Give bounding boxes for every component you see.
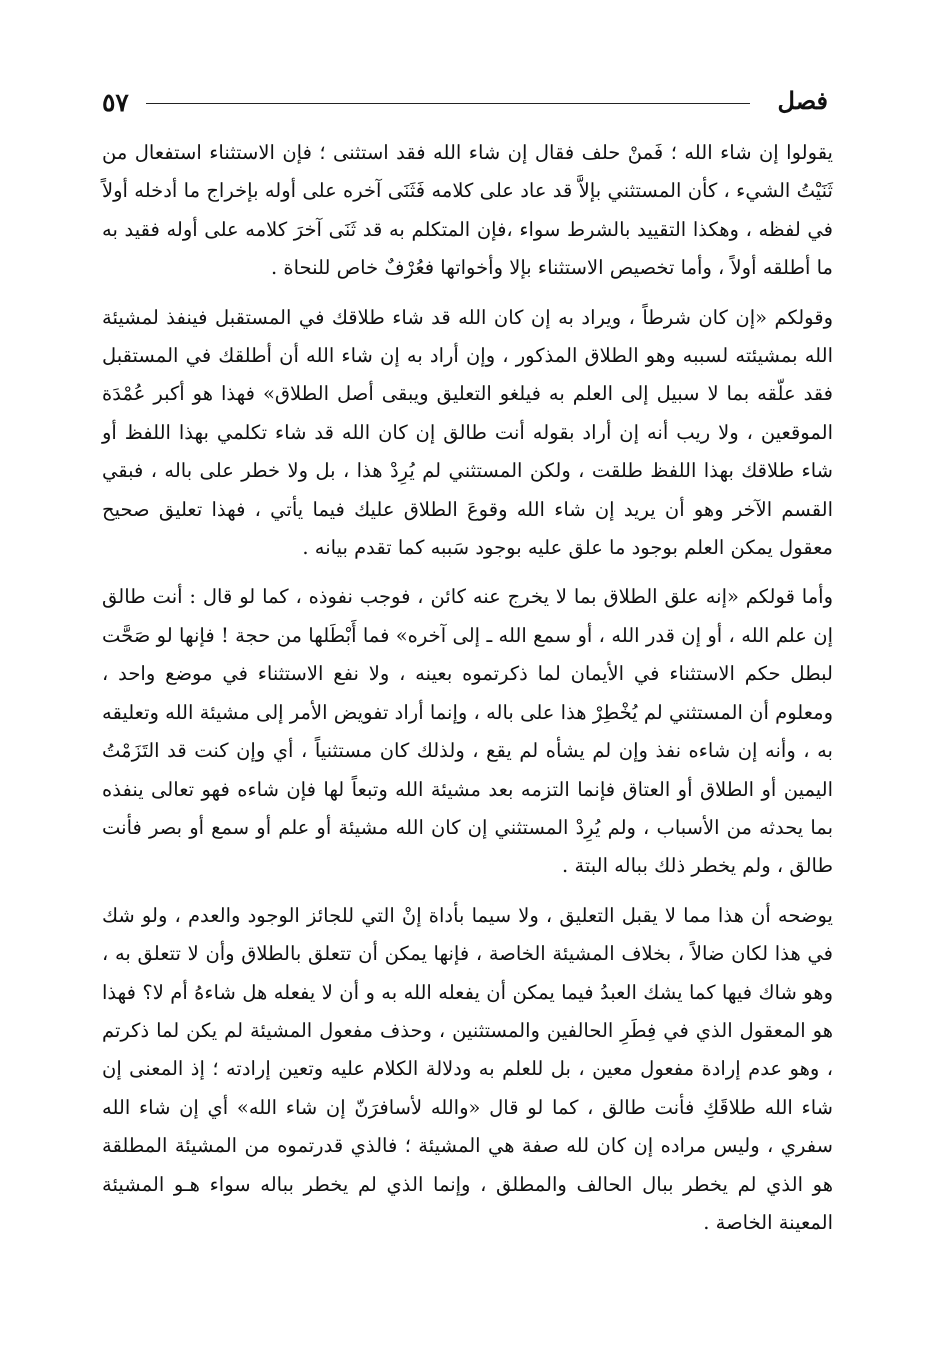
paragraph-2: وقولكم «إن كان شرطاً ، ويراد به إن كان الله قد شاء طلاقك في المستقبل فينفذ لمشيئة الله بمشيئته لسببه وهو الطلاق المذكور ، وإن أراد به إن شاء الله أن أطلقك في المستقبل فقد علّقه بما لا سبيل إلى العلم به فيلغو التعليق ويبقى أصل الطلاق» فهذا هو أكبر عُمْدَة الموقعين ، ولا ريب أنه إن أراد بقوله أنت طالق إن كان الله قد شاء تكلمي بهذا اللفظ أو شاء طلاقك بهذا اللفظ طلقت ، ولكن المستثني لم يُرِدْ هذا ، بل ولا خطر على باله ، فبقي القسم الآخر وهو أن يريد إن شاء الله وقوعَ الطلاق عليك فيما يأتي ، فهذا تعليق صحيح معقول يمكن العلم بوجود ما علق عليه بوجود سَببه كما تقدم بيانه . bbox=[102, 305, 833, 560]
paragraph-4: يوضحه أن هذا مما لا يقبل التعليق ، ولا سيما بأداة إنْ التي للجائز الوجود والعدم ، ولو شك في هذا لكان ضالاً ، بخلاف المشيئة الخاصة ، فإنها يمكن أن تتعلق بالطلاق وأن لا تتعلق به ، وهو شاك فيها كما يشك العبدُ فيما يمكن أن يفعله الله به و أن لا يفعله هل شاءهُ أم لا؟ فهذا هو المعقول الذي في فِطَرِ الحالفين والمستثنين ، وحذف مفعول المشيئة لم يكن لما ذكرتم ، وهو عدم إرادة مفعول معين ، بل للعلم به ودلالة الكلام عليه وتعين إرادته ؛ إذ المعنى إن شاء الله طلاقَكِ فأنت طالق ، كما لو قال «والله لأسافرَنّ إن شاء الله» أي إن شاء الله سفري ، وليس مراده إن كان لله صفة هي المشيئة ؛ فالذي قدرتموه من المشيئة المطلقة هو الذي لم يخطر ببال الحالف والمطلق ، وإنما الذي لم يخطر بباله سواء هـو المشيئة المعينة الخاصة . bbox=[102, 903, 833, 1234]
paragraph-3: وأما قولكم «إنه علق الطلاق بما لا يخرج عنه كائن ، فوجب نفوذه ، كما لو قال : أنت طالق إن علم الله ، أو إن قدر الله ، أو سمع الله ـ إلى آخره» فما أَبْطَلها من حجة ! فإنها لو صَحَّت لبطل حكم الاستثناء في الأيمان لما ذكرتموه بعينه ، ولا نفع الاستثناء في موضع واحد ، ومعلوم أن المستثني لم يُخْطِرْ هذا على باله ، وإنما أراد تفويض الأمر إلى مشيئة الله وتعليقه به ، وأنه إن شاءه نفذ وإن لم يشأه لم يقع ، ولذلك كان مستثنياً ، أي وإن كنت قد التَزَمْتُ اليمين أو الطلاق أو العتاق فإنما التزمه بعد مشيئة الله وتبعاً لها فإن شاءه فهو تعالى ينفذه بما يحدثه من الأسباب ، ولم يُرِدْ المستثني إن كان الله مشيئة أو علم أو سمع أو بصر فأنت طالق ، ولم يخطر ذلك بباله البتة . bbox=[102, 585, 833, 878]
paragraph-1: يقولوا إن شاء الله ؛ فَمنْ حلف فقال إن شاء الله فقد استثنى ؛ فإن الاستثناء استفعال من ثَنَيْتُ الشيء ، كأن المستثني بإلاَّ قد عاد على كلامه فَثَنَى آخره على أوله بإخراج ما أدخله أولاً في لفظه ، وهكذا التقييد بالشرط سواء ،فإن المتكلم به قد ثَنَى آخرَ كلامه على أوله فقيد به ما أطلقه أولاً ، وأما تخصيص الاستثناء بإلا وأخواتها فعُرْفٌ خاص للنحاة . bbox=[102, 141, 833, 280]
page-number: ٥٧ bbox=[102, 88, 129, 117]
header-rule bbox=[146, 103, 750, 104]
page-header bbox=[102, 84, 828, 124]
running-title: فصل bbox=[777, 86, 828, 115]
page-body bbox=[102, 134, 833, 1242]
